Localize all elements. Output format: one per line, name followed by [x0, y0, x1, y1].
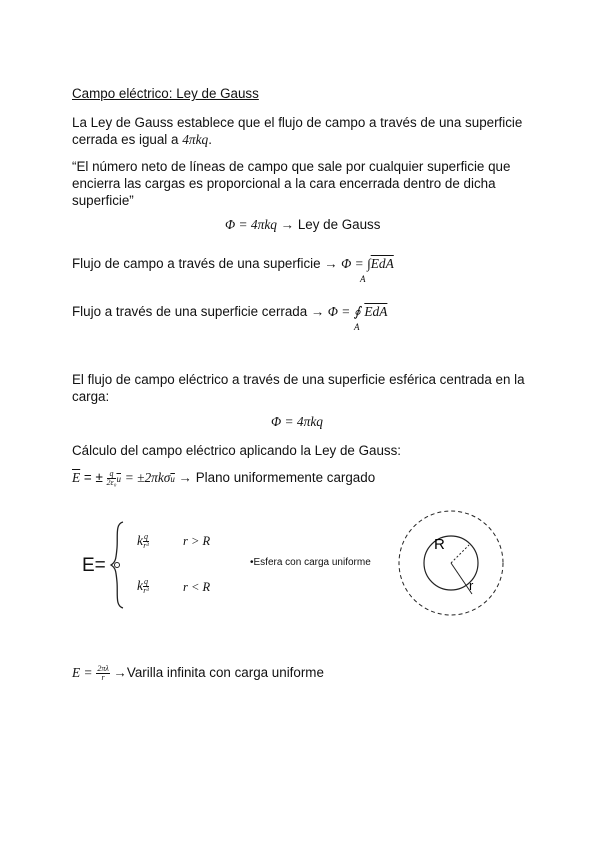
flux-open-formula: → Φ = ∫	[324, 256, 371, 271]
case1-k: k	[137, 533, 143, 548]
page-title: Campo eléctrico: Ley de Gauss	[72, 86, 259, 101]
plane-frac-num: q	[107, 470, 117, 479]
calc-title: Cálculo del campo eléctrico aplicando la Ley de Gauss:	[72, 443, 401, 458]
diagram-R-label: R	[434, 536, 445, 553]
rod-num: 2πλ	[97, 664, 109, 673]
case1-expr	[137, 533, 149, 550]
flux-closed-integrand: $\overline{EdA}$	[364, 304, 388, 319]
intro-line-2: cerrada es igual a 4πkq.	[72, 132, 212, 147]
flux-open-line	[72, 256, 394, 272]
sphere-line-2: carga:	[72, 389, 110, 404]
case2-expr	[137, 578, 149, 595]
plane-eq: = ±	[83, 470, 103, 486]
plane-frac-den: 2ε₀	[106, 478, 117, 487]
case2-den: r³	[143, 586, 149, 596]
quote-line-3: superficie”	[72, 193, 134, 208]
quote-paragraph	[72, 158, 532, 209]
diagram-r-label: r	[469, 578, 474, 593]
quote-line-2: encierra las cargas es proporcional a la cara encerrada dentro de dicha	[72, 176, 496, 191]
flux-closed-subscript: A	[354, 322, 360, 332]
sphere-diagram	[396, 508, 506, 618]
rod-lhs: E =	[72, 665, 93, 681]
radius-R-line	[451, 545, 469, 563]
sphere-case-label: •Esfera con carga uniforme	[250, 557, 371, 568]
sphere-paragraph	[72, 371, 532, 405]
flux-open-text: Flujo de campo a través de una superficie	[72, 256, 321, 271]
piecewise-brace	[108, 520, 128, 610]
flux-closed-text: Flujo a través de una superficie cerrada	[72, 304, 308, 319]
gauss-law-line	[225, 217, 380, 233]
case2-k: k	[137, 578, 143, 593]
rod-line	[72, 665, 324, 682]
case1-fraction	[143, 533, 149, 550]
plane-line	[72, 470, 375, 487]
case2-fraction	[143, 578, 149, 595]
plane-fraction	[107, 470, 117, 487]
flux-open-integrand: $\overline{EdA}$	[370, 256, 394, 271]
case1-condition: r > R	[183, 534, 211, 548]
rod-label: →Varilla infinita con carga uniforme	[113, 665, 324, 681]
flux-open-subscript: A	[360, 274, 366, 284]
sphere-formula: Φ = 4πkq	[271, 414, 323, 429]
plane-lhs: $\overline{E}$	[72, 470, 81, 486]
plane-unit-vector: $\overline{u}$	[116, 474, 121, 485]
intro-line-1: La Ley de Gauss establece que el flujo de campo a través de una superficie	[72, 115, 523, 130]
plane-label: → Plano uniformemente cargado	[178, 470, 376, 486]
gauss-formula: Φ = 4πkq	[225, 217, 277, 232]
intro-paragraph	[72, 114, 532, 148]
case2-condition: r < R	[183, 580, 211, 594]
rod-fraction	[96, 665, 109, 682]
gauss-label: → Ley de Gauss	[280, 217, 381, 232]
plane-mid: = ±2πkσ	[124, 470, 171, 486]
intro-formula: 4πkq	[182, 132, 209, 147]
intro-line-2-text: cerrada es igual a	[72, 132, 179, 147]
flux-closed-line	[72, 304, 387, 320]
rod-den: r	[101, 673, 105, 682]
sphere-case-lhs: E=	[82, 555, 106, 576]
quote-line-1: “El número neto de líneas de campo que sale por cualquier superficie que	[72, 159, 511, 174]
sphere-line-1: El flujo de campo eléctrico a través de una superficie esférica centrada en la	[72, 372, 525, 387]
case2-num: q	[143, 577, 148, 587]
flux-closed-formula: → Φ = ∮	[310, 304, 361, 319]
plane-unit-vector-2: $\overline{u}$	[170, 474, 175, 485]
case1-den: r³	[143, 541, 149, 551]
case1-num: q	[143, 532, 148, 542]
